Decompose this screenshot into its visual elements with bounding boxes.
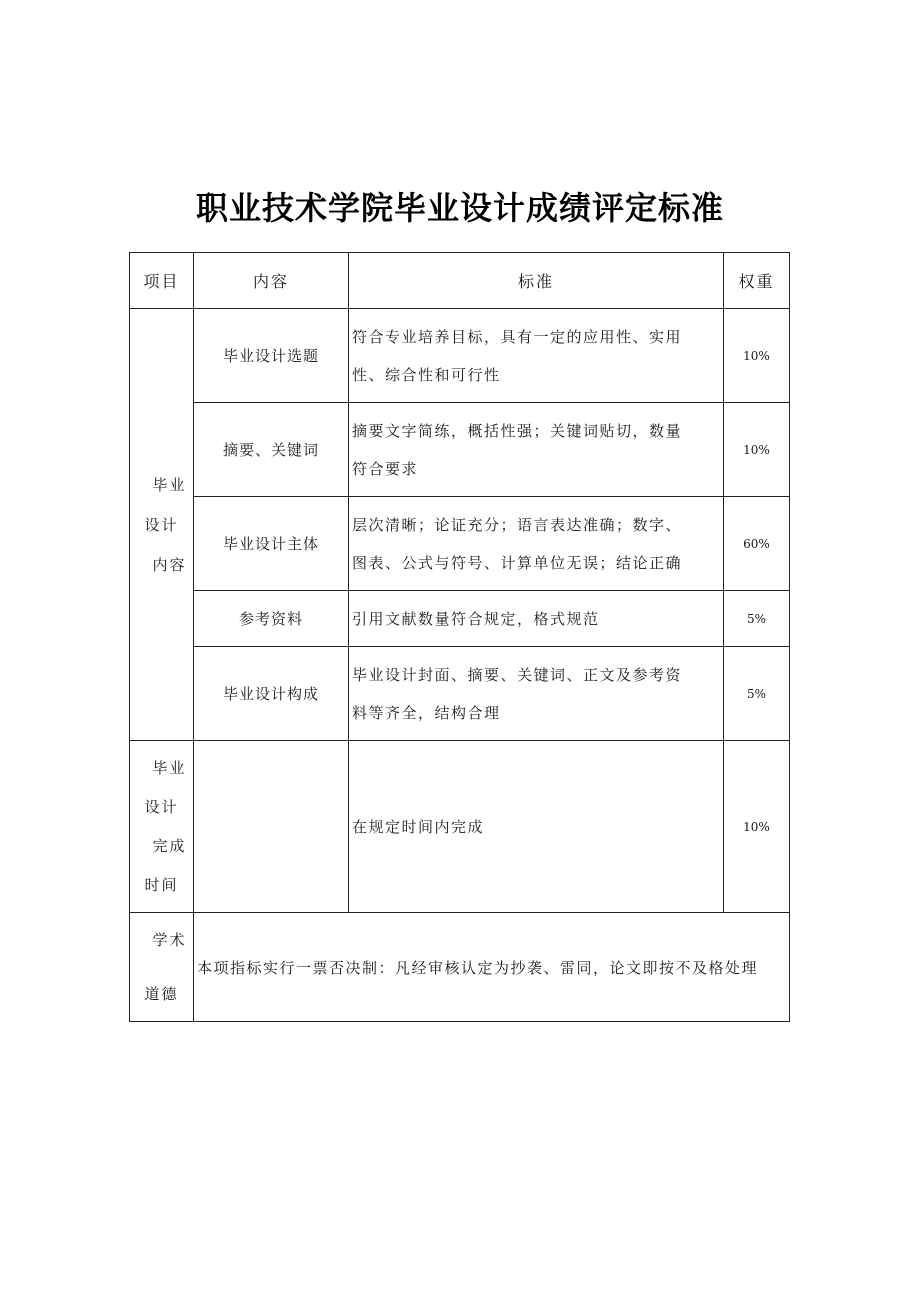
grading-criteria-table	[129, 252, 790, 1022]
section-label-line: 设计	[144, 515, 179, 534]
table-row	[130, 497, 790, 591]
weight-cell: 5%	[724, 647, 790, 741]
header-weight: 权重	[724, 253, 790, 309]
table-row	[130, 647, 790, 741]
standard-line: 引用文献数量符合规定，格式规范	[352, 609, 600, 628]
standard-cell	[349, 647, 724, 741]
section-label-design-content	[130, 309, 194, 741]
standard-cell	[349, 309, 724, 403]
weight-cell: 5%	[724, 591, 790, 647]
section-label-line: 完成	[152, 836, 187, 855]
table-row	[130, 309, 790, 403]
table-header-row	[130, 253, 790, 309]
weight-cell: 10%	[724, 741, 790, 913]
standard-line: 毕业设计封面、摘要、关键词、正文及参考资	[352, 665, 683, 684]
academic-ethics-text: 本项指标实行一票否决制：凡经审核认定为抄袭、雷同，论文即按不及格处理	[194, 913, 790, 1022]
content-cell: 摘要、关键词	[194, 403, 349, 497]
section-label-line: 毕业	[152, 758, 187, 777]
table-row	[130, 741, 790, 913]
content-cell	[194, 741, 349, 913]
header-standard: 标准	[349, 253, 724, 309]
section-label-line: 设计	[144, 797, 179, 816]
section-label-completion-time	[130, 741, 194, 913]
standard-line: 符合专业培养目标，具有一定的应用性、实用	[352, 327, 683, 346]
standard-line: 符合要求	[352, 459, 419, 478]
standard-cell: 在规定时间内完成	[349, 741, 724, 913]
section-label-line: 道德	[144, 985, 179, 1003]
section-label-line: 毕业	[152, 475, 187, 494]
content-cell: 毕业设计选题	[194, 309, 349, 403]
standard-cell	[349, 497, 724, 591]
standard-line: 图表、公式与符号、计算单位无误；结论正确	[352, 553, 683, 572]
standard-line: 料等齐全，结构合理	[352, 703, 501, 722]
table-row	[130, 913, 790, 1022]
weight-cell: 60%	[724, 497, 790, 591]
section-label-line: 内容	[152, 555, 187, 574]
content-cell: 毕业设计主体	[194, 497, 349, 591]
standard-cell	[349, 591, 724, 647]
table-row	[130, 403, 790, 497]
standard-line: 性、综合性和可行性	[352, 365, 501, 384]
weight-cell: 10%	[724, 309, 790, 403]
weight-cell: 10%	[724, 403, 790, 497]
standard-line: 层次清晰；论证充分；语言表达准确；数字、	[352, 515, 683, 534]
header-content: 内容	[194, 253, 349, 309]
table-row	[130, 591, 790, 647]
content-cell: 毕业设计构成	[194, 647, 349, 741]
section-label-line: 学术	[152, 931, 187, 949]
page-title: 职业技术学院毕业设计成绩评定标准	[195, 189, 724, 227]
section-label-line: 时间	[144, 875, 179, 894]
section-label-academic-ethics	[130, 913, 194, 1022]
content-cell: 参考资料	[194, 591, 349, 647]
standard-line: 摘要文字简练，概括性强；关键词贴切，数量	[352, 421, 683, 440]
standard-cell	[349, 403, 724, 497]
header-item: 项目	[130, 253, 194, 309]
